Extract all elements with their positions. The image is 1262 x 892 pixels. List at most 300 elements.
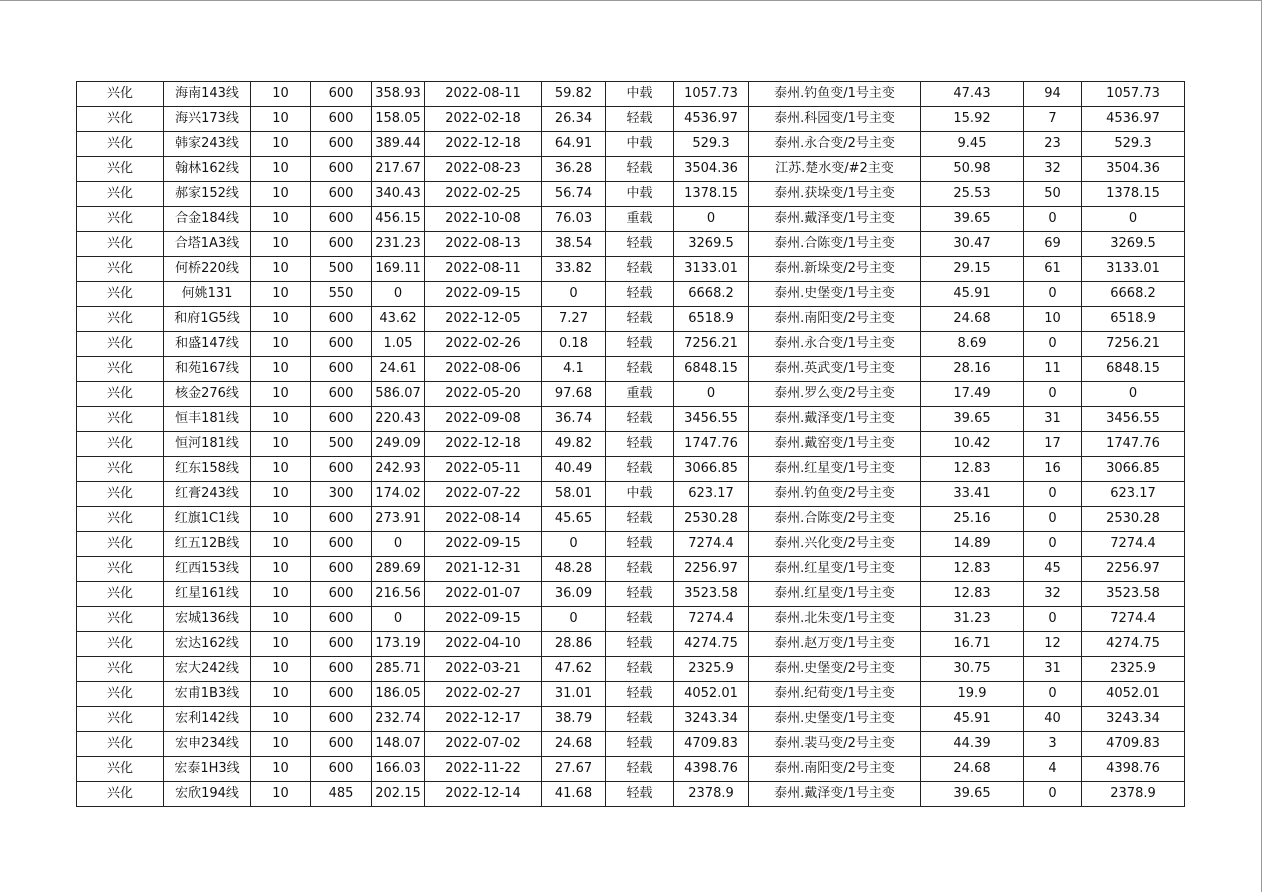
available-capacity-cell: 3243.34 (674, 707, 749, 732)
table-row (77, 607, 1185, 632)
region-cell: 兴化 (77, 357, 164, 382)
table-row (77, 207, 1185, 232)
load-rate-cell: 47.62 (542, 657, 606, 682)
line-name-cell: 宏申234线 (164, 732, 251, 757)
rated-current-cell: 600 (311, 632, 372, 657)
available-capacity-cell: 3066.85 (674, 457, 749, 482)
table-row (77, 707, 1185, 732)
transformer-load-cell: 12.83 (921, 582, 1024, 607)
capacity-cell: 6518.9 (1082, 307, 1185, 332)
voltage-cell: 10 (251, 482, 311, 507)
region-cell: 兴化 (77, 182, 164, 207)
count-cell: 10 (1024, 307, 1082, 332)
load-level-cell: 中载 (606, 82, 674, 107)
transformer-cell: 泰州.红星变/1号主变 (749, 582, 921, 607)
table-row (77, 407, 1185, 432)
capacity-cell: 2325.9 (1082, 657, 1185, 682)
transformer-load-cell: 25.53 (921, 182, 1024, 207)
max-current-cell: 231.23 (372, 232, 425, 257)
line-name-cell: 宏大242线 (164, 657, 251, 682)
line-name-cell: 恒河181线 (164, 432, 251, 457)
date-cell: 2022-08-11 (425, 82, 542, 107)
rated-current-cell: 600 (311, 182, 372, 207)
voltage-cell: 10 (251, 757, 311, 782)
transformer-cell: 江苏.楚水变/#2主变 (749, 157, 921, 182)
count-cell: 0 (1024, 332, 1082, 357)
table-row (77, 532, 1185, 557)
table-row (77, 232, 1185, 257)
max-current-cell: 242.93 (372, 457, 425, 482)
rated-current-cell: 600 (311, 107, 372, 132)
available-capacity-cell: 2530.28 (674, 507, 749, 532)
date-cell: 2022-07-22 (425, 482, 542, 507)
table-row (77, 507, 1185, 532)
rated-current-cell: 600 (311, 407, 372, 432)
capacity-cell: 4052.01 (1082, 682, 1185, 707)
voltage-cell: 10 (251, 132, 311, 157)
capacity-cell: 4536.97 (1082, 107, 1185, 132)
voltage-cell: 10 (251, 682, 311, 707)
count-cell: 0 (1024, 782, 1082, 807)
load-rate-cell: 97.68 (542, 382, 606, 407)
available-capacity-cell: 2256.97 (674, 557, 749, 582)
capacity-cell: 3243.34 (1082, 707, 1185, 732)
line-name-cell: 红五12B线 (164, 532, 251, 557)
available-capacity-cell: 3523.58 (674, 582, 749, 607)
available-capacity-cell: 4709.83 (674, 732, 749, 757)
table-row (77, 382, 1185, 407)
region-cell: 兴化 (77, 557, 164, 582)
date-cell: 2022-08-11 (425, 257, 542, 282)
available-capacity-cell: 0 (674, 382, 749, 407)
load-rate-cell: 31.01 (542, 682, 606, 707)
date-cell: 2022-12-05 (425, 307, 542, 332)
count-cell: 32 (1024, 582, 1082, 607)
transformer-load-cell: 39.65 (921, 407, 1024, 432)
region-cell: 兴化 (77, 82, 164, 107)
capacity-cell: 3504.36 (1082, 157, 1185, 182)
table-row (77, 732, 1185, 757)
transformer-cell: 泰州.史堡变/2号主变 (749, 657, 921, 682)
region-cell: 兴化 (77, 107, 164, 132)
transformer-load-cell: 14.89 (921, 532, 1024, 557)
load-rate-cell: 0 (542, 282, 606, 307)
line-name-cell: 宏甫1B3线 (164, 682, 251, 707)
count-cell: 61 (1024, 257, 1082, 282)
line-name-cell: 翰林162线 (164, 157, 251, 182)
load-level-cell: 重载 (606, 382, 674, 407)
load-rate-cell: 0 (542, 532, 606, 557)
transformer-cell: 泰州.红星变/1号主变 (749, 557, 921, 582)
max-current-cell: 340.43 (372, 182, 425, 207)
transformer-cell: 泰州.戴窑变/1号主变 (749, 432, 921, 457)
load-rate-cell: 7.27 (542, 307, 606, 332)
line-name-cell: 宏城136线 (164, 607, 251, 632)
rated-current-cell: 600 (311, 382, 372, 407)
rated-current-cell: 600 (311, 732, 372, 757)
rated-current-cell: 300 (311, 482, 372, 507)
date-cell: 2022-09-08 (425, 407, 542, 432)
count-cell: 17 (1024, 432, 1082, 457)
region-cell: 兴化 (77, 457, 164, 482)
transformer-cell: 泰州.永合变/1号主变 (749, 332, 921, 357)
max-current-cell: 456.15 (372, 207, 425, 232)
load-rate-cell: 45.65 (542, 507, 606, 532)
transformer-load-cell: 10.42 (921, 432, 1024, 457)
date-cell: 2022-12-18 (425, 432, 542, 457)
line-name-cell: 和府1G5线 (164, 307, 251, 332)
table-row (77, 132, 1185, 157)
region-cell: 兴化 (77, 132, 164, 157)
load-level-cell: 轻载 (606, 532, 674, 557)
transformer-cell: 泰州.永合变/2号主变 (749, 132, 921, 157)
line-name-cell: 韩家243线 (164, 132, 251, 157)
capacity-cell: 4274.75 (1082, 632, 1185, 657)
available-capacity-cell: 4274.75 (674, 632, 749, 657)
voltage-cell: 10 (251, 607, 311, 632)
transformer-load-cell: 45.91 (921, 282, 1024, 307)
voltage-cell: 10 (251, 357, 311, 382)
voltage-cell: 10 (251, 632, 311, 657)
transformer-load-cell: 12.83 (921, 457, 1024, 482)
line-name-cell: 海兴173线 (164, 107, 251, 132)
date-cell: 2022-12-17 (425, 707, 542, 732)
load-level-cell: 轻载 (606, 232, 674, 257)
load-rate-cell: 76.03 (542, 207, 606, 232)
load-level-cell: 轻载 (606, 607, 674, 632)
capacity-cell: 3523.58 (1082, 582, 1185, 607)
date-cell: 2022-08-23 (425, 157, 542, 182)
rated-current-cell: 500 (311, 432, 372, 457)
date-cell: 2022-05-11 (425, 457, 542, 482)
max-current-cell: 0 (372, 607, 425, 632)
capacity-cell: 0 (1082, 207, 1185, 232)
available-capacity-cell: 6848.15 (674, 357, 749, 382)
region-cell: 兴化 (77, 282, 164, 307)
rated-current-cell: 600 (311, 507, 372, 532)
load-rate-cell: 64.91 (542, 132, 606, 157)
load-rate-cell: 36.74 (542, 407, 606, 432)
voltage-cell: 10 (251, 432, 311, 457)
date-cell: 2022-07-02 (425, 732, 542, 757)
date-cell: 2022-08-06 (425, 357, 542, 382)
voltage-cell: 10 (251, 282, 311, 307)
count-cell: 3 (1024, 732, 1082, 757)
transformer-cell: 泰州.钓鱼变/2号主变 (749, 482, 921, 507)
count-cell: 69 (1024, 232, 1082, 257)
date-cell: 2021-12-31 (425, 557, 542, 582)
count-cell: 0 (1024, 282, 1082, 307)
capacity-cell: 4709.83 (1082, 732, 1185, 757)
date-cell: 2022-10-08 (425, 207, 542, 232)
available-capacity-cell: 2378.9 (674, 782, 749, 807)
load-rate-cell: 49.82 (542, 432, 606, 457)
transformer-load-cell: 19.9 (921, 682, 1024, 707)
available-capacity-cell: 7274.4 (674, 532, 749, 557)
count-cell: 94 (1024, 82, 1082, 107)
date-cell: 2022-04-10 (425, 632, 542, 657)
load-rate-cell: 59.82 (542, 82, 606, 107)
available-capacity-cell: 3269.5 (674, 232, 749, 257)
rated-current-cell: 600 (311, 207, 372, 232)
table-row (77, 282, 1185, 307)
load-level-cell: 轻载 (606, 682, 674, 707)
transformer-load-cell: 39.65 (921, 782, 1024, 807)
voltage-cell: 10 (251, 182, 311, 207)
transformer-cell: 泰州.合陈变/1号主变 (749, 232, 921, 257)
voltage-cell: 10 (251, 707, 311, 732)
count-cell: 0 (1024, 682, 1082, 707)
transformer-load-cell: 31.23 (921, 607, 1024, 632)
capacity-cell: 7274.4 (1082, 607, 1185, 632)
rated-current-cell: 600 (311, 457, 372, 482)
count-cell: 0 (1024, 207, 1082, 232)
max-current-cell: 220.43 (372, 407, 425, 432)
max-current-cell: 202.15 (372, 782, 425, 807)
capacity-cell: 7256.21 (1082, 332, 1185, 357)
available-capacity-cell: 2325.9 (674, 657, 749, 682)
rated-current-cell: 600 (311, 532, 372, 557)
load-level-cell: 中载 (606, 132, 674, 157)
load-rate-cell: 36.09 (542, 582, 606, 607)
count-cell: 0 (1024, 382, 1082, 407)
date-cell: 2022-05-20 (425, 382, 542, 407)
capacity-cell: 3456.55 (1082, 407, 1185, 432)
voltage-cell: 10 (251, 557, 311, 582)
count-cell: 32 (1024, 157, 1082, 182)
table-row (77, 557, 1185, 582)
line-name-cell: 合金184线 (164, 207, 251, 232)
voltage-cell: 10 (251, 582, 311, 607)
rated-current-cell: 600 (311, 332, 372, 357)
table-row (77, 432, 1185, 457)
available-capacity-cell: 1747.76 (674, 432, 749, 457)
max-current-cell: 586.07 (372, 382, 425, 407)
load-level-cell: 轻载 (606, 557, 674, 582)
transformer-cell: 泰州.兴化变/2号主变 (749, 532, 921, 557)
region-cell: 兴化 (77, 607, 164, 632)
load-rate-cell: 28.86 (542, 632, 606, 657)
region-cell: 兴化 (77, 257, 164, 282)
voltage-cell: 10 (251, 232, 311, 257)
rated-current-cell: 600 (311, 132, 372, 157)
max-current-cell: 358.93 (372, 82, 425, 107)
count-cell: 12 (1024, 632, 1082, 657)
table-row (77, 757, 1185, 782)
load-rate-cell: 38.54 (542, 232, 606, 257)
max-current-cell: 166.03 (372, 757, 425, 782)
region-cell: 兴化 (77, 157, 164, 182)
rated-current-cell: 600 (311, 557, 372, 582)
load-rate-cell: 58.01 (542, 482, 606, 507)
transformer-load-cell: 29.15 (921, 257, 1024, 282)
region-cell: 兴化 (77, 582, 164, 607)
max-current-cell: 186.05 (372, 682, 425, 707)
capacity-cell: 2256.97 (1082, 557, 1185, 582)
transformer-load-cell: 24.68 (921, 757, 1024, 782)
load-rate-cell: 26.34 (542, 107, 606, 132)
rated-current-cell: 600 (311, 357, 372, 382)
max-current-cell: 174.02 (372, 482, 425, 507)
capacity-cell: 7274.4 (1082, 532, 1185, 557)
transformer-cell: 泰州.戴泽变/1号主变 (749, 407, 921, 432)
voltage-cell: 10 (251, 382, 311, 407)
load-level-cell: 轻载 (606, 632, 674, 657)
region-cell: 兴化 (77, 782, 164, 807)
transformer-load-cell: 33.41 (921, 482, 1024, 507)
region-cell: 兴化 (77, 407, 164, 432)
transformer-cell: 泰州.北朱变/1号主变 (749, 607, 921, 632)
load-rate-cell: 38.79 (542, 707, 606, 732)
load-level-cell: 轻载 (606, 407, 674, 432)
voltage-cell: 10 (251, 307, 311, 332)
capacity-cell: 529.3 (1082, 132, 1185, 157)
transformer-load-cell: 47.43 (921, 82, 1024, 107)
capacity-cell: 4398.76 (1082, 757, 1185, 782)
voltage-cell: 10 (251, 107, 311, 132)
load-level-cell: 轻载 (606, 457, 674, 482)
transformer-cell: 泰州.南阳变/2号主变 (749, 307, 921, 332)
table-row (77, 682, 1185, 707)
table-row (77, 82, 1185, 107)
date-cell: 2022-08-13 (425, 232, 542, 257)
load-level-cell: 轻载 (606, 282, 674, 307)
count-cell: 11 (1024, 357, 1082, 382)
region-cell: 兴化 (77, 757, 164, 782)
voltage-cell: 10 (251, 207, 311, 232)
line-name-cell: 合塔1A3线 (164, 232, 251, 257)
table-row (77, 657, 1185, 682)
rated-current-cell: 600 (311, 757, 372, 782)
line-name-cell: 宏达162线 (164, 632, 251, 657)
line-name-cell: 宏利142线 (164, 707, 251, 732)
line-name-cell: 红西153线 (164, 557, 251, 582)
rated-current-cell: 550 (311, 282, 372, 307)
region-cell: 兴化 (77, 432, 164, 457)
available-capacity-cell: 4052.01 (674, 682, 749, 707)
count-cell: 31 (1024, 407, 1082, 432)
region-cell: 兴化 (77, 707, 164, 732)
max-current-cell: 1.05 (372, 332, 425, 357)
max-current-cell: 24.61 (372, 357, 425, 382)
load-level-cell: 轻载 (606, 107, 674, 132)
load-rate-cell: 56.74 (542, 182, 606, 207)
region-cell: 兴化 (77, 332, 164, 357)
load-level-cell: 中载 (606, 182, 674, 207)
rated-current-cell: 600 (311, 307, 372, 332)
count-cell: 7 (1024, 107, 1082, 132)
capacity-cell: 0 (1082, 382, 1185, 407)
capacity-cell: 623.17 (1082, 482, 1185, 507)
count-cell: 0 (1024, 482, 1082, 507)
region-cell: 兴化 (77, 382, 164, 407)
capacity-cell: 3066.85 (1082, 457, 1185, 482)
rated-current-cell: 600 (311, 657, 372, 682)
available-capacity-cell: 6668.2 (674, 282, 749, 307)
region-cell: 兴化 (77, 657, 164, 682)
load-level-cell: 轻载 (606, 707, 674, 732)
load-level-cell: 轻载 (606, 257, 674, 282)
load-rate-cell: 0 (542, 607, 606, 632)
transformer-load-cell: 45.91 (921, 707, 1024, 732)
voltage-cell: 10 (251, 782, 311, 807)
load-level-cell: 轻载 (606, 332, 674, 357)
capacity-cell: 2378.9 (1082, 782, 1185, 807)
transformer-load-cell: 15.92 (921, 107, 1024, 132)
max-current-cell: 0 (372, 532, 425, 557)
load-rate-cell: 4.1 (542, 357, 606, 382)
region-cell: 兴化 (77, 682, 164, 707)
load-level-cell: 轻载 (606, 657, 674, 682)
date-cell: 2022-02-27 (425, 682, 542, 707)
line-name-cell: 何姚131 (164, 282, 251, 307)
max-current-cell: 285.71 (372, 657, 425, 682)
voltage-cell: 10 (251, 457, 311, 482)
load-rate-cell: 27.67 (542, 757, 606, 782)
line-name-cell: 红膏243线 (164, 482, 251, 507)
load-level-cell: 轻载 (606, 307, 674, 332)
available-capacity-cell: 623.17 (674, 482, 749, 507)
transformer-cell: 泰州.合陈变/2号主变 (749, 507, 921, 532)
count-cell: 23 (1024, 132, 1082, 157)
transformer-cell: 泰州.纪荀变/1号主变 (749, 682, 921, 707)
load-rate-cell: 36.28 (542, 157, 606, 182)
rated-current-cell: 600 (311, 707, 372, 732)
transformer-cell: 泰州.获垛变/1号主变 (749, 182, 921, 207)
available-capacity-cell: 3133.01 (674, 257, 749, 282)
region-cell: 兴化 (77, 232, 164, 257)
transformer-load-cell: 44.39 (921, 732, 1024, 757)
count-cell: 31 (1024, 657, 1082, 682)
region-cell: 兴化 (77, 507, 164, 532)
transformer-load-cell: 25.16 (921, 507, 1024, 532)
transformer-load-cell: 30.75 (921, 657, 1024, 682)
count-cell: 0 (1024, 507, 1082, 532)
line-name-cell: 恒丰181线 (164, 407, 251, 432)
table-row (77, 457, 1185, 482)
line-name-cell: 红东158线 (164, 457, 251, 482)
available-capacity-cell: 7256.21 (674, 332, 749, 357)
voltage-cell: 10 (251, 157, 311, 182)
count-cell: 4 (1024, 757, 1082, 782)
count-cell: 0 (1024, 607, 1082, 632)
rated-current-cell: 600 (311, 682, 372, 707)
line-name-cell: 核金276线 (164, 382, 251, 407)
count-cell: 50 (1024, 182, 1082, 207)
load-level-cell: 轻载 (606, 357, 674, 382)
load-level-cell: 轻载 (606, 507, 674, 532)
max-current-cell: 273.91 (372, 507, 425, 532)
load-rate-cell: 33.82 (542, 257, 606, 282)
line-name-cell: 何桥220线 (164, 257, 251, 282)
capacity-cell: 6848.15 (1082, 357, 1185, 382)
data-table (76, 81, 1185, 807)
max-current-cell: 249.09 (372, 432, 425, 457)
line-name-cell: 海南143线 (164, 82, 251, 107)
load-level-cell: 轻载 (606, 732, 674, 757)
voltage-cell: 10 (251, 732, 311, 757)
table-row (77, 157, 1185, 182)
transformer-cell: 泰州.科园变/1号主变 (749, 107, 921, 132)
capacity-cell: 2530.28 (1082, 507, 1185, 532)
date-cell: 2022-12-14 (425, 782, 542, 807)
rated-current-cell: 600 (311, 82, 372, 107)
date-cell: 2022-02-18 (425, 107, 542, 132)
date-cell: 2022-01-07 (425, 582, 542, 607)
line-name-cell: 宏欣194线 (164, 782, 251, 807)
load-rate-cell: 41.68 (542, 782, 606, 807)
table-row (77, 782, 1185, 807)
